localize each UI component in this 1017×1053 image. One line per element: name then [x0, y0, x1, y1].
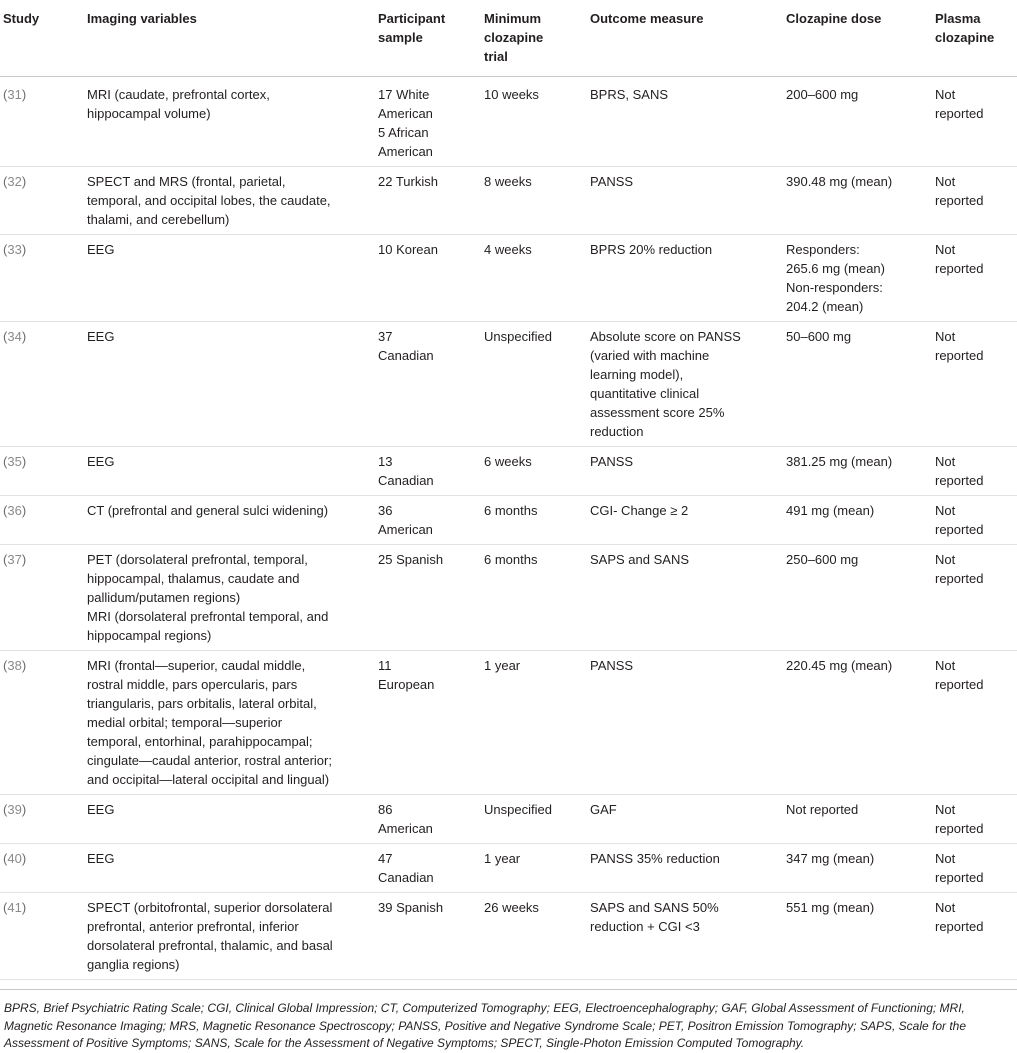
table-row — [0, 844, 1017, 893]
plasma-clozapine-cell — [935, 795, 1017, 844]
participant-sample-cell-text: 25 Spanish — [378, 552, 444, 567]
plasma-clozapine-cell-text: Not reported — [935, 242, 984, 276]
outcome-measure-cell-text: BPRS, SANS — [590, 87, 669, 102]
plasma-clozapine-cell — [935, 496, 1017, 545]
clozapine-dose-cell-text: 491 mg (mean) — [786, 503, 875, 518]
clozapine-dose-cell-text: 390.48 mg (mean) — [786, 174, 893, 189]
participant-sample-cell-text: 39 Spanish — [378, 900, 444, 915]
clozapine-trial-cell-text: 1 year — [484, 851, 521, 866]
imaging-variables-cell-text: EEG — [87, 454, 115, 469]
reference-link[interactable]: 32 — [7, 174, 22, 189]
table-row — [0, 545, 1017, 651]
clozapine-trial-cell — [484, 77, 590, 167]
participant-sample-cell-text: 13 Canadian — [378, 454, 434, 488]
participant-sample-cell — [378, 167, 484, 235]
clozapine-dose-cell-text: Not reported — [786, 802, 859, 817]
reference-link[interactable]: 31 — [7, 87, 22, 102]
participant-sample-cell — [378, 545, 484, 651]
imaging-variables-cell — [87, 844, 378, 893]
imaging-variables-cell-text: PET (dorsolateral prefrontal, temporal, hippocampal, thalamus, caudate and pallidum/putamen regions) MRI (dorsolateral prefrontal temporal, and hippocampal regions) — [87, 552, 329, 643]
clozapine-dose-cell — [786, 322, 935, 447]
imaging-variables-cell — [87, 235, 378, 322]
outcome-measure-cell-text: CGI- Change ≥ 2 — [590, 503, 689, 518]
participant-sample-cell-text: 11 European — [378, 658, 435, 692]
clozapine-trial-cell — [484, 322, 590, 447]
outcome-measure-cell-text: SAPS and SANS 50% reduction + CGI <3 — [590, 900, 719, 934]
study-reference: (33) — [0, 235, 87, 322]
reference-link[interactable]: 35 — [7, 454, 22, 469]
outcome-measure-cell-text: BPRS 20% reduction — [590, 242, 713, 257]
clozapine-dose-cell — [786, 447, 935, 496]
clozapine-dose-cell-text: 220.45 mg (mean) — [786, 658, 893, 673]
plasma-clozapine-cell-text: Not reported — [935, 658, 984, 692]
reference-link[interactable]: 40 — [7, 851, 22, 866]
clozapine-dose-cell — [786, 235, 935, 322]
clozapine-dose-cell — [786, 167, 935, 235]
outcome-measure-cell-text: SAPS and SANS — [590, 552, 689, 567]
table-footnote: BPRS, Brief Psychiatric Rating Scale; CGI, Clinical Global Impression; CT, Computerized Tomography; EEG, Electroencephalography; GAF, Global Assessment of Functioning; MRI, Magnetic Resonance Imaging; MRS, Magnetic Resonance Spectroscopy; PANSS, Positive and Negative Syndrome Scale; PET, Positron Emission Tomography; SAPS, Scale for the Assessment of Positive Symptoms; SANS, Scale for the Assessment of Negative Symptoms; SPECT, Single-Photon Emission Computed Tomography. — [0, 989, 1017, 1053]
outcome-measure-cell-text: PANSS — [590, 174, 634, 189]
imaging-variables-cell-text: MRI (caudate, prefrontal cortex, hippocampal volume) — [87, 87, 270, 121]
plasma-clozapine-cell-text: Not reported — [935, 552, 984, 586]
imaging-variables-cell-text: EEG — [87, 802, 115, 817]
outcome-measure-cell — [590, 844, 786, 893]
reference-link[interactable]: 34 — [7, 329, 22, 344]
table-row — [0, 77, 1017, 167]
clozapine-trial-cell — [484, 651, 590, 795]
plasma-clozapine-cell-text: Not reported — [935, 900, 984, 934]
participant-sample-cell-text: 36 American — [378, 503, 433, 537]
study-reference: (41) — [0, 893, 87, 980]
outcome-measure-cell-text: PANSS — [590, 454, 634, 469]
plasma-clozapine-cell — [935, 651, 1017, 795]
reference-link[interactable]: 33 — [7, 242, 22, 257]
imaging-variables-cell — [87, 893, 378, 980]
imaging-variables-cell-text: EEG — [87, 851, 115, 866]
study-reference: (37) — [0, 545, 87, 651]
outcome-measure-cell-text: PANSS — [590, 658, 634, 673]
table-row — [0, 167, 1017, 235]
plasma-clozapine-cell — [935, 844, 1017, 893]
participant-sample-cell — [378, 77, 484, 167]
plasma-clozapine-cell — [935, 77, 1017, 167]
table-row — [0, 322, 1017, 447]
clozapine-trial-cell-text: 26 weeks — [484, 900, 539, 915]
clozapine-trial-cell-text: 6 months — [484, 552, 538, 567]
clozapine-dose-cell — [786, 651, 935, 795]
outcome-measure-cell — [590, 545, 786, 651]
plasma-clozapine-cell — [935, 235, 1017, 322]
clozapine-dose-cell-text: 250–600 mg — [786, 552, 859, 567]
imaging-variables-cell-text: MRI (frontal—superior, caudal middle, rostral middle, pars opercularis, pars triangularis, pars orbitalis, lateral orbital, medial orbital; temporal—superior temporal, entorhinal, parahippocampal; cingulate—caudal anterior, rostral anterior; and occipital—lateral occipital and lingual) — [87, 658, 332, 787]
clozapine-dose-cell — [786, 795, 935, 844]
table-row — [0, 447, 1017, 496]
clozapine-trial-cell — [484, 235, 590, 322]
plasma-clozapine-cell-text: Not reported — [935, 851, 984, 885]
outcome-measure-cell-text: GAF — [590, 802, 617, 817]
reference-link[interactable]: 38 — [7, 658, 22, 673]
outcome-measure-cell — [590, 496, 786, 545]
clozapine-trial-cell — [484, 167, 590, 235]
header-row — [0, 0, 1017, 77]
clozapine-trial-cell-text: 8 weeks — [484, 174, 532, 189]
participant-sample-cell — [378, 447, 484, 496]
plasma-clozapine-cell-text: Not reported — [935, 87, 984, 121]
imaging-variables-cell-text: EEG — [87, 329, 115, 344]
participant-sample-cell-text: 22 Turkish — [378, 174, 438, 189]
header-clozapine-dose: Clozapine dose — [786, 0, 935, 77]
plasma-clozapine-cell-text: Not reported — [935, 454, 984, 488]
participant-sample-cell — [378, 235, 484, 322]
outcome-measure-cell — [590, 322, 786, 447]
plasma-clozapine-cell-text: Not reported — [935, 802, 984, 836]
participant-sample-cell-text: 47 Canadian — [378, 851, 434, 885]
table-row — [0, 496, 1017, 545]
clozapine-dose-cell-text: 381.25 mg (mean) — [786, 454, 893, 469]
imaging-variables-cell — [87, 77, 378, 167]
outcome-measure-cell — [590, 651, 786, 795]
plasma-clozapine-cell — [935, 545, 1017, 651]
clozapine-dose-cell-text: 50–600 mg — [786, 329, 852, 344]
clozapine-trial-cell-text: 10 weeks — [484, 87, 539, 102]
header-participant-sample: Participant sample — [378, 0, 484, 77]
clozapine-dose-cell-text: 200–600 mg — [786, 87, 859, 102]
clozapine-trial-cell — [484, 795, 590, 844]
study-reference: (32) — [0, 167, 87, 235]
clozapine-dose-cell — [786, 893, 935, 980]
reference-link[interactable]: 39 — [7, 802, 22, 817]
clozapine-trial-cell — [484, 545, 590, 651]
study-reference: (34) — [0, 322, 87, 447]
clozapine-dose-cell-text: 551 mg (mean) — [786, 900, 875, 915]
study-reference: (36) — [0, 496, 87, 545]
participant-sample-cell — [378, 893, 484, 980]
clozapine-dose-cell — [786, 545, 935, 651]
plasma-clozapine-cell — [935, 322, 1017, 447]
clozapine-trial-cell-text: Unspecified — [484, 329, 552, 344]
plasma-clozapine-cell-text: Not reported — [935, 174, 984, 208]
clozapine-dose-cell — [786, 844, 935, 893]
participant-sample-cell — [378, 844, 484, 893]
imaging-variables-cell-text: SPECT and MRS (frontal, parietal, temporal, and occipital lobes, the caudate, thalami, and cerebellum) — [87, 174, 331, 227]
plasma-clozapine-cell — [935, 893, 1017, 980]
outcome-measure-cell — [590, 447, 786, 496]
study-reference: (35) — [0, 447, 87, 496]
clozapine-dose-cell — [786, 496, 935, 545]
outcome-measure-cell — [590, 235, 786, 322]
clozapine-dose-cell-text: Responders: 265.6 mg (mean) Non-responders: 204.2 (mean) — [786, 242, 885, 314]
imaging-variables-cell-text: CT (prefrontal and general sulci widening) — [87, 503, 329, 518]
outcome-measure-cell — [590, 167, 786, 235]
header-study: Study — [0, 0, 87, 77]
plasma-clozapine-cell — [935, 167, 1017, 235]
plasma-clozapine-cell-text: Not reported — [935, 329, 984, 363]
header-minimum-clozapine-trial: Minimum clozapine trial — [484, 0, 590, 77]
study-reference: (40) — [0, 844, 87, 893]
header-outcome-measure: Outcome measure — [590, 0, 786, 77]
participant-sample-cell-text: 10 Korean — [378, 242, 438, 257]
study-reference: (39) — [0, 795, 87, 844]
outcome-measure-cell-text: PANSS 35% reduction — [590, 851, 720, 866]
imaging-variables-cell — [87, 795, 378, 844]
participant-sample-cell-text: 37 Canadian — [378, 329, 434, 363]
clozapine-trial-cell — [484, 496, 590, 545]
imaging-variables-cell — [87, 651, 378, 795]
clozapine-trial-cell-text: 1 year — [484, 658, 521, 673]
imaging-variables-cell — [87, 167, 378, 235]
participant-sample-cell-text: 86 American — [378, 802, 433, 836]
clozapine-trial-cell — [484, 844, 590, 893]
imaging-variables-cell — [87, 322, 378, 447]
clozapine-trial-cell-text: 6 months — [484, 503, 538, 518]
outcome-measure-cell — [590, 893, 786, 980]
table-row — [0, 651, 1017, 795]
outcome-measure-cell — [590, 77, 786, 167]
table-row — [0, 235, 1017, 322]
clozapine-dose-cell — [786, 77, 935, 167]
clozapine-trial-cell — [484, 447, 590, 496]
study-reference: (38) — [0, 651, 87, 795]
participant-sample-cell-text: 17 White American 5 African American — [378, 87, 433, 159]
imaging-variables-cell-text: EEG — [87, 242, 115, 257]
clozapine-trial-cell-text: 4 weeks — [484, 242, 532, 257]
study-reference: (31) — [0, 77, 87, 167]
plasma-clozapine-cell — [935, 447, 1017, 496]
clozapine-dose-cell-text: 347 mg (mean) — [786, 851, 875, 866]
imaging-variables-cell-text: SPECT (orbitofrontal, superior dorsolateral prefrontal, anterior prefrontal, inferior dorsolateral prefrontal, thalamic, and basal ganglia regions) — [87, 900, 333, 972]
header-plasma-clozapine: Plasma clozapine — [935, 0, 1017, 77]
outcome-measure-cell-text: Absolute score on PANSS (varied with machine learning model), quantitative clinical assessment score 25% reduction — [590, 329, 741, 439]
table-row — [0, 795, 1017, 844]
table-header — [0, 0, 1017, 77]
header-imaging-variables: Imaging variables — [87, 0, 378, 77]
clozapine-trial-cell — [484, 893, 590, 980]
reference-link[interactable]: 41 — [7, 900, 22, 915]
imaging-variables-cell — [87, 496, 378, 545]
participant-sample-cell — [378, 795, 484, 844]
participant-sample-cell — [378, 651, 484, 795]
plasma-clozapine-cell-text: Not reported — [935, 503, 984, 537]
table-row — [0, 893, 1017, 980]
participant-sample-cell — [378, 496, 484, 545]
participant-sample-cell — [378, 322, 484, 447]
outcome-measure-cell — [590, 795, 786, 844]
imaging-variables-cell — [87, 447, 378, 496]
imaging-variables-cell — [87, 545, 378, 651]
clozapine-trial-cell-text: Unspecified — [484, 802, 552, 817]
reference-link[interactable]: 36 — [7, 503, 22, 518]
table-body — [0, 77, 1017, 980]
reference-link[interactable]: 37 — [7, 552, 22, 567]
clozapine-trial-cell-text: 6 weeks — [484, 454, 532, 469]
